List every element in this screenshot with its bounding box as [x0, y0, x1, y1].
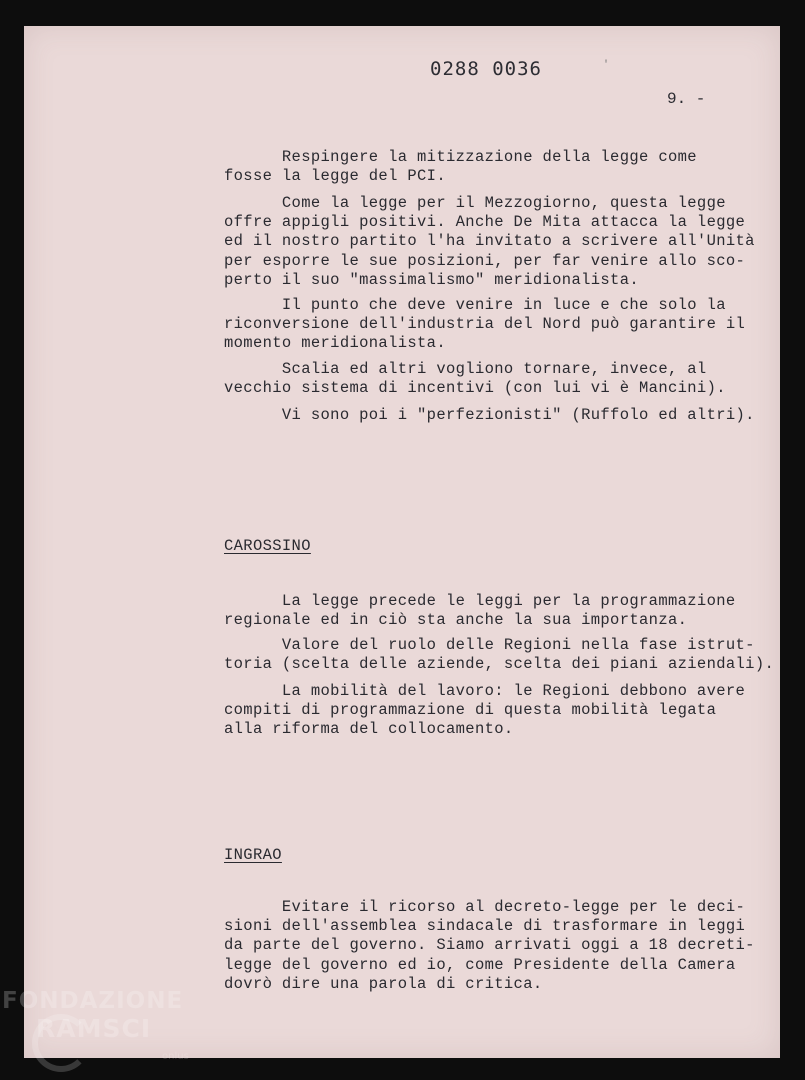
paragraph-perfezionisti: Vi sono poi i "perfezionisti" (Ruffolo ed altri).	[224, 406, 755, 424]
archive-number: 0288 0036	[430, 58, 542, 80]
fondazione-gramsci-watermark	[2, 988, 189, 1062]
paragraph-mezzogiorno: Come la legge per il Mezzogiorno, questa legge offre appigli positivi. Anche De Mita attacca la legge ed il nostro partito l'ha invitato a scrivere all'Unità per esporre le sue posizioni, per far venire allo sco- perto il suo "massimalismo" meridionalista.	[224, 194, 755, 289]
paragraph-programmazione: La legge precede le leggi per la programmazione regionale ed in ciò sta anche la sua importanza.	[224, 592, 736, 630]
archive-mark: '	[603, 60, 610, 71]
heading-carossino: CAROSSINO	[224, 537, 311, 555]
paragraph-regioni: Valore del ruolo delle Regioni nella fase istrut- toria (scelta delle aziende, scelta dei piani aziendali).	[224, 636, 775, 674]
page-number: 9. -	[667, 90, 706, 108]
watermark-line1: FONDAZIONE	[2, 988, 184, 1014]
paragraph-decreto-legge: Evitare il ricorso al decreto-legge per le deci- sioni dell'assemblea sindacale di trasformare in leggi da parte del governo. Siamo arrivati oggi a 18 decreti- legge del governo ed io, come Presidente della Camera dovrò dire una parola di critica.	[224, 898, 755, 993]
watermark-line3: onlus	[162, 1051, 189, 1062]
heading-ingrao: INGRAO	[224, 846, 282, 864]
paragraph-incentivi: Scalia ed altri vogliono tornare, invece, al vecchio sistema di incentivi (con lui vi è Mancini).	[224, 360, 726, 398]
paragraph-mitizzazione: Respingere la mitizzazione della legge come fosse la legge del PCI.	[224, 148, 697, 186]
paragraph-riconversione: Il punto che deve venire in luce e che solo la riconversione dell'industria del Nord può garantire il momento meridionalista.	[224, 296, 746, 353]
paragraph-mobilita: La mobilità del lavoro: le Regioni debbono avere compiti di programmazione di questa mobilità legata alla riforma del collocamento.	[224, 682, 746, 739]
watermark-line2: RAMSCI	[36, 1014, 152, 1043]
